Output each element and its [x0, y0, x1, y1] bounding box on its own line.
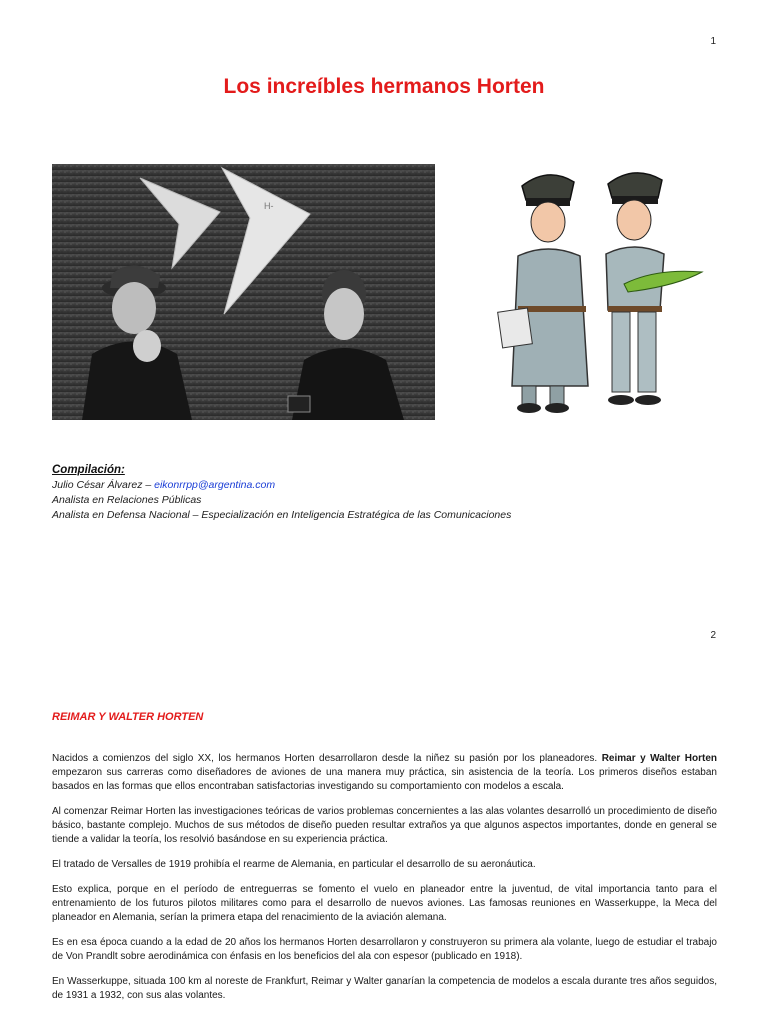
horten-brothers-photo	[52, 164, 435, 420]
paragraph: Es en esa época cuando a la edad de 20 años los hermanos Horten desarrollaron y construyeron su primera ala volante, luego de estudiar el trabajo de Von Prandlt sobre aerodinámica con énfasis en los beneficios del ala con espesor (publicado en 1918).	[52, 937, 717, 962]
officers-cartoon	[496, 160, 716, 415]
paragraph	[52, 752, 717, 794]
author-email-link[interactable]: eikonrrpp@argentina.com	[154, 479, 276, 491]
compilation-block	[52, 463, 732, 523]
body-text	[52, 752, 717, 1014]
paragraph-bold-text: Reimar y Walter Horten	[601, 753, 718, 764]
author-line	[52, 478, 732, 493]
paragraph: El tratado de Versalles de 1919 prohibía el rearme de Alemania, en particular el desarrollo de su aeronáutica.	[52, 859, 536, 870]
section-heading: REIMAR Y WALTER HORTEN	[52, 711, 204, 723]
paragraph: En Wasserkuppe, situada 100 km al noreste de Frankfurt, Reimar y Walter ganarían la competencia de modelos a escala durante tres años seguidos, de 1931 a 1932, con sus alas volantes.	[52, 976, 717, 1001]
page-number: 1	[710, 36, 716, 47]
author-specialization-line: Analista en Defensa Nacional – Especialización en Inteligencia Estratégica de las Comunicaciones	[52, 509, 512, 521]
paragraph: Al comenzar Reimar Horten las investigaciones teóricas de varios problemas concernientes a las alas volantes desarrolló un procedimiento de diseño básico, bastante complejo. Muchos de sus métodos de diseño pueden resultar extraños ya que algunos aspectos importantes, donde en general se tiende a validar la teoría, los resolvió basándose en su experiencia práctica.	[52, 806, 717, 845]
paragraph-text: Nacidos a comienzos del siglo XX, los hermanos Horten desarrollaron desde la niñez su pasión por los planeadores.	[52, 753, 602, 764]
compilation-heading: Compilación:	[52, 464, 125, 476]
page-number: 2	[710, 630, 716, 641]
author-role-line: Analista en Relaciones Públicas	[52, 494, 202, 506]
svg-text:H-: H-	[264, 201, 274, 211]
author-name: Julio César Álvarez –	[52, 479, 155, 491]
document-title: Los increíbles hermanos Horten	[223, 75, 545, 98]
paragraph-text: empezaron sus carreras como diseñadores de aviones de una manera muy práctica, sin asistencia de la teoría. Los primeros diseños estaban basados en las formas que ellos encontraban satisfactorias investigando su comportamiento con modelos a escala.	[52, 767, 717, 792]
paragraph: Esto explica, porque en el período de entreguerras se fomento el vuelo en planeador entre la juventud, de vital importancia tanto para el entrenamiento de los futuros pilotos militares como para el desarrollo de nuevos aviones. Las famosas reuniones en Wasserkuppe, la Meca del planeador en Alemania, serían la primera etapa del renacimiento de la aviación alemana.	[52, 884, 717, 923]
